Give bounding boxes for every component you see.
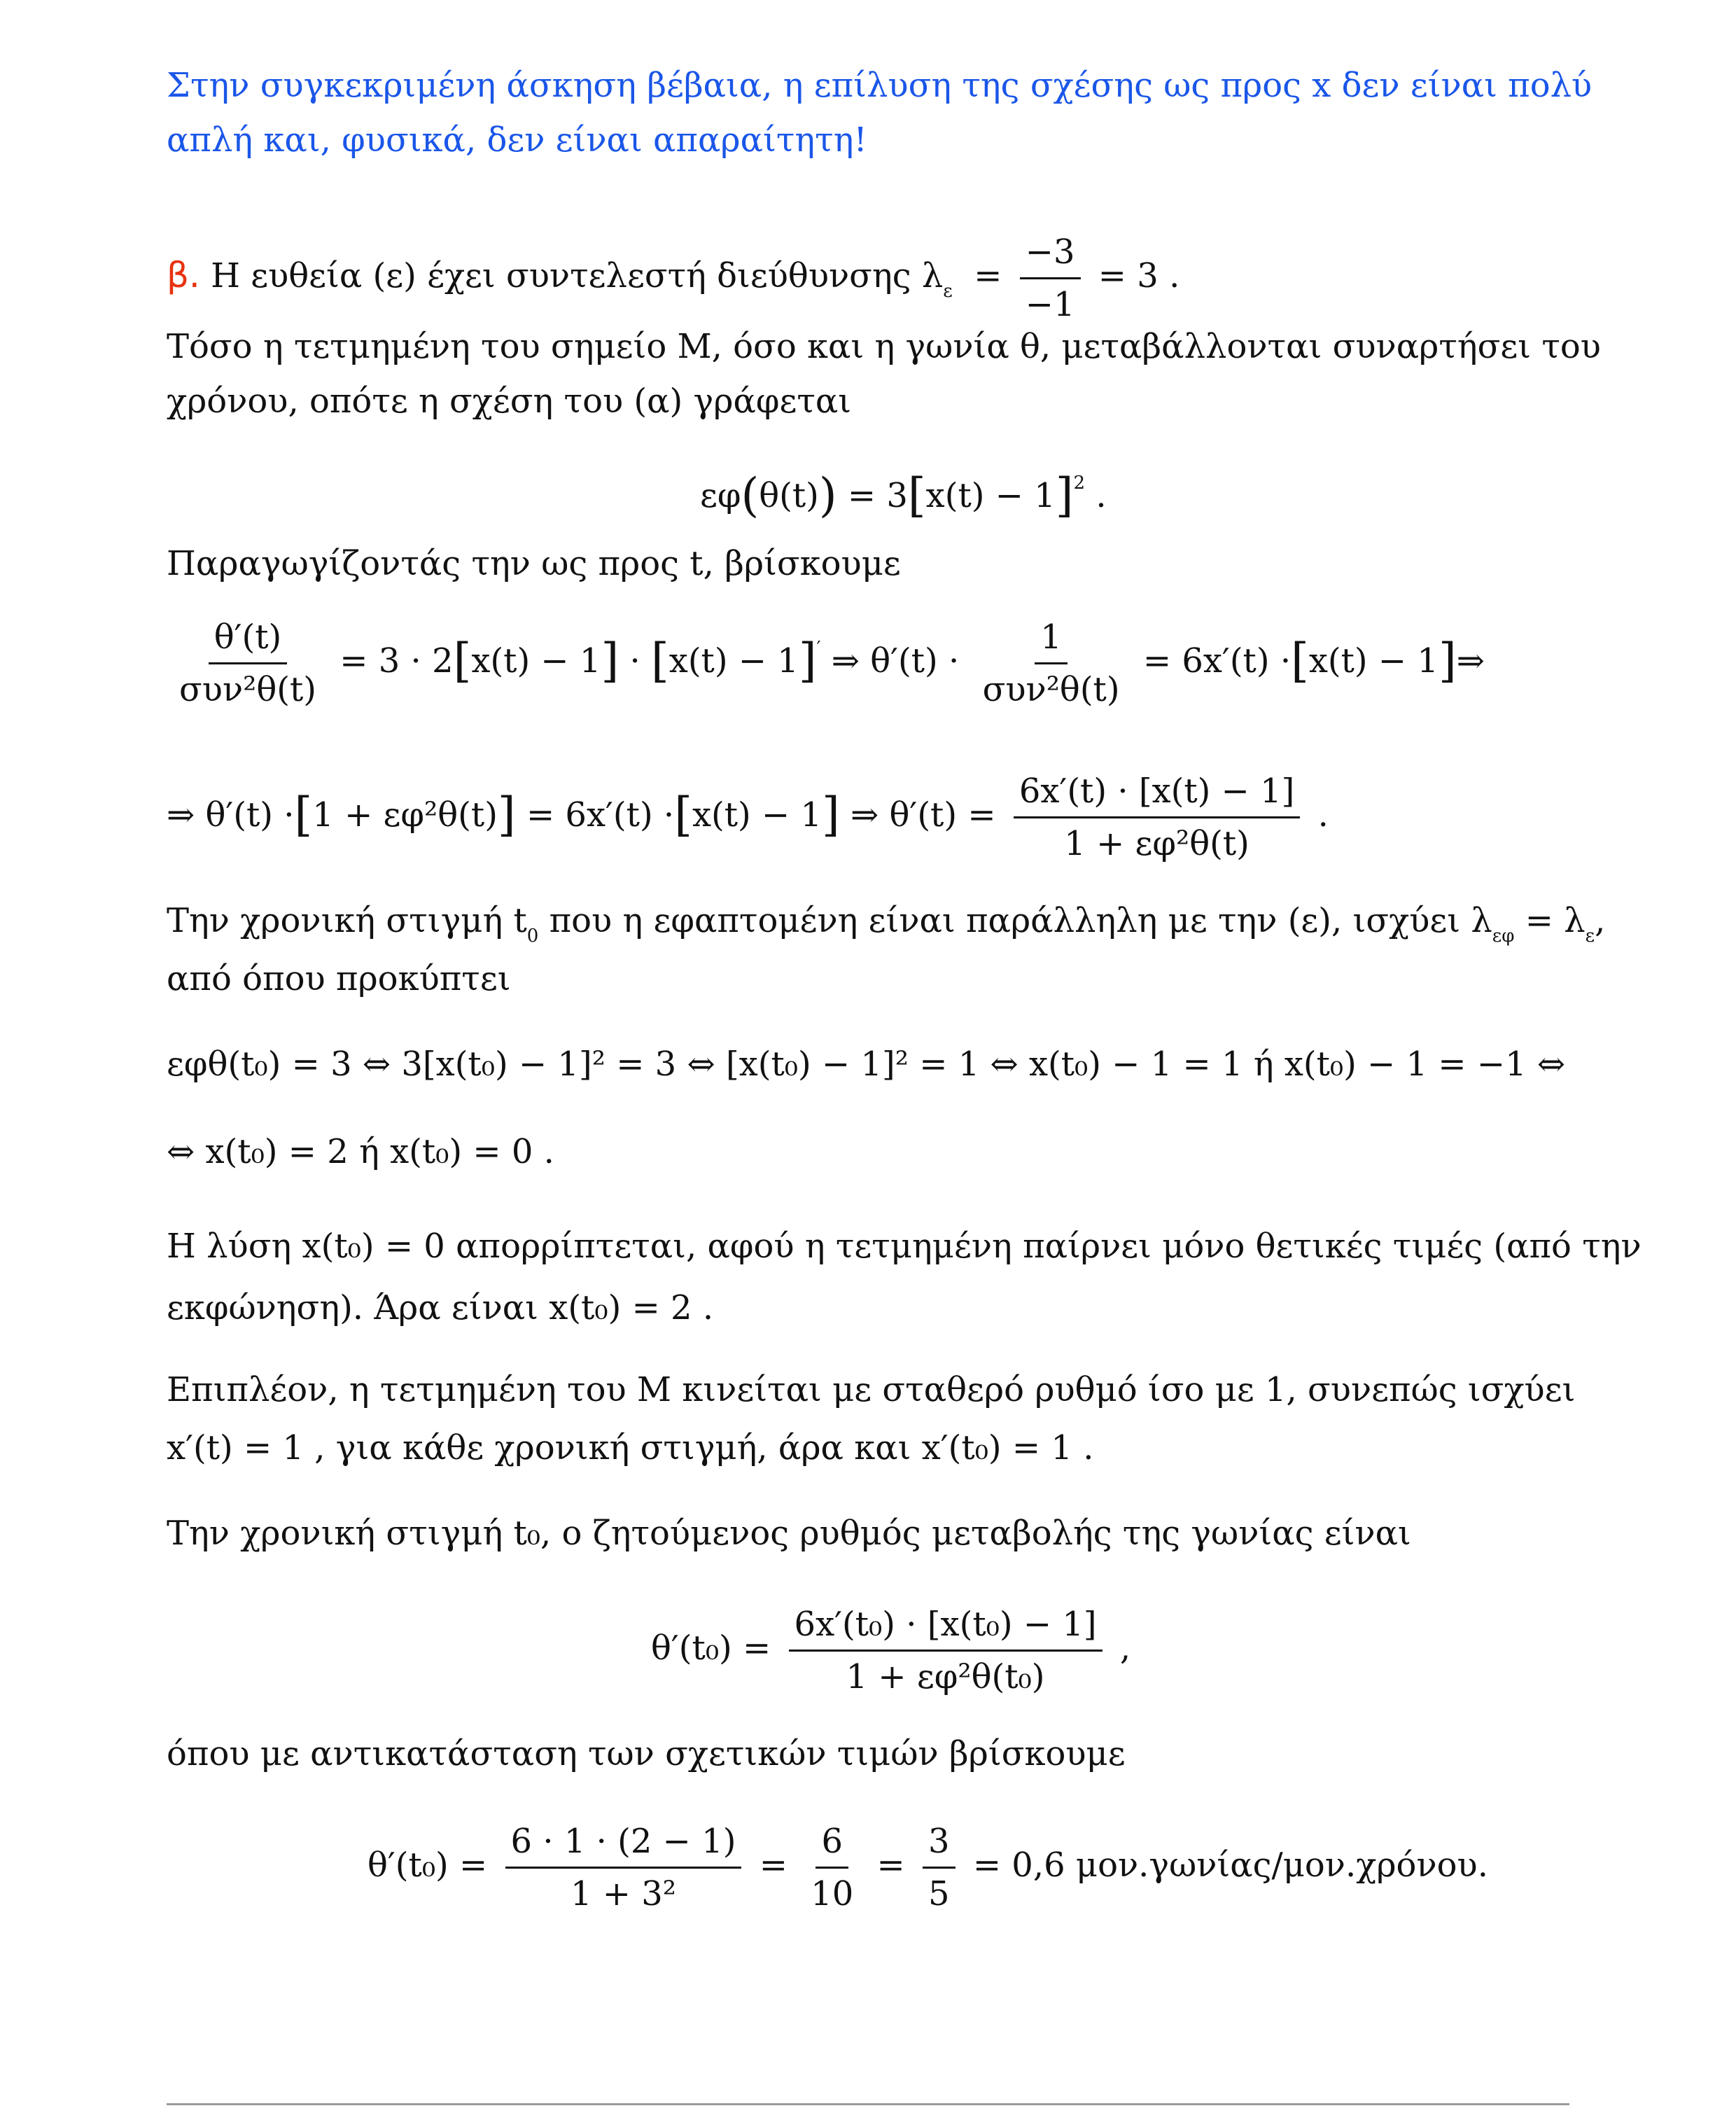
eq3-num: 6x′(t) · [x(t) − 1]	[1014, 770, 1301, 818]
lambda-sub: ε	[943, 281, 953, 302]
para4-line-1	[167, 1225, 1642, 1267]
eq3-den: 1 + εφ²θ(t)	[1064, 824, 1250, 863]
eq2-num-1: θ′(t)	[209, 616, 288, 664]
eq6-den: 1 + εφ²θ(t₀)	[846, 1657, 1045, 1696]
eq2-br-2: x(t) − 1	[668, 641, 799, 681]
eq2-frac-1	[174, 616, 322, 711]
para3-lam-2-sub: ε	[1585, 926, 1595, 947]
equation-1: $\varepsilon\varphi(\theta(t)) = 3[x(t) - 1]^2$ .	[700, 468, 1107, 522]
para7-line: όπου με αντικατάσταση των σχετικών τιμών βρίσκουμε	[167, 1734, 1126, 1773]
eq2-den-1: συν²θ(t)	[179, 670, 317, 709]
eq2-end: ⇒	[1456, 641, 1485, 681]
para5-eq-2: x′(t₀) = 1 .	[921, 1428, 1094, 1467]
intro-line-2: απλή και, φυσικά, δεν είναι απαραίτητη!	[167, 120, 867, 160]
para4-text-b: απορρίπτεται, αφού η τετμημένη παίρνει μόνο θετικές τιμές (από την	[456, 1227, 1642, 1266]
slope-den: −1	[1025, 285, 1075, 324]
equation-3: ⇒ θ′(t) ·[1 + εφ²θ(t)] = 6x′(t) ·[x(t) − 1] ⇒ θ′(t) = $\frac{6x'(t) \cdot [x(t) - 1]}{\text{1 + εφ²θ(t)}}$ .	[167, 772, 1329, 863]
eq7-num-2: 6	[816, 1820, 848, 1869]
eq3-mid-2: ⇒ θ′(t) =	[850, 795, 996, 835]
para6-text-a: Την χρονική στιγμή	[167, 1514, 503, 1553]
eq2-br-3: x(t) − 1	[1308, 641, 1438, 681]
part-b-line: β. Η ευθεία (ε) έχει συντελεστή διεύθυνσης $\lambda_\varepsilon$ = $\frac{-3}{-1}$ = 3 .	[167, 232, 1180, 324]
eq7-num-1: 6 · 1 · (2 − 1)	[505, 1820, 742, 1869]
eq7-frac-1	[505, 1820, 742, 1915]
eq2-frac-2	[977, 616, 1126, 711]
eq2-mid-3: = 6x′(t) ·	[1142, 641, 1292, 681]
eq1-part-a: εφ	[700, 476, 741, 515]
para3-line-2: από όπου προκύπτει	[167, 959, 511, 998]
eq7-den-2: 10	[811, 1874, 854, 1913]
footer-divider	[167, 2103, 1569, 2105]
eq3-br-2: x(t) − 1	[692, 795, 822, 835]
eq3-end: .	[1317, 795, 1329, 835]
eq7-eq-1: =	[759, 1846, 788, 1885]
para5-text: για κάθε χρονική στιγμή, άρα και	[335, 1428, 911, 1467]
eq7-frac-3	[923, 1820, 955, 1915]
para5-line-2	[167, 1427, 1093, 1469]
para4-line-2	[167, 1287, 713, 1329]
eq6-num: 6x′(t₀) · [x(t₀) − 1]	[789, 1603, 1102, 1652]
eq1-sup: 2	[1073, 473, 1086, 494]
eq7-lhs: θ′(t₀) =	[368, 1846, 488, 1885]
eq2-den-2: συν²θ(t)	[982, 670, 1120, 709]
equation-4: εφθ(t₀) = 3 ⇔ 3[x(t₀) − 1]² = 3 ⇔ [x(t₀) − 1]² = 1 ⇔ x(t₀) − 1 = 1 ή x(t₀) − 1 = −1 ⇔	[167, 1045, 1566, 1084]
eq2-num-2: 1	[1035, 616, 1068, 664]
equation-2: $\frac{\theta'(t)}{\text{συν²θ(t)}}$ = 3 · 2[x(t) − 1] · [x(t) − 1]′ ⇒ θ′(t) · $\frac{1}{\text{συν²θ(t)}}$ = 6x′(t) ·[x(t) − 1]⇒	[167, 616, 1485, 711]
part-b-text: Η ευθεία (ε) έχει συντελεστή διεύθυνσης	[211, 256, 911, 295]
para6-line	[167, 1512, 1411, 1554]
eq2-mid-1: = 3 · 2	[340, 641, 454, 681]
eq7-den-3: 5	[928, 1874, 950, 1913]
eq2-br-1: x(t) − 1	[471, 641, 601, 681]
eq1-end: .	[1096, 476, 1107, 515]
slope-result: = 3 .	[1098, 256, 1180, 295]
para1-line-1: Τόσο η τετμημένη του σημείο Μ, όσο και η γωνία θ, μεταβάλλονται συναρτήσει του	[167, 327, 1601, 366]
para1-line-2: χρόνου, οπότε η σχέση του (α) γράφεται	[167, 382, 852, 421]
eq6-lhs: θ′(t₀) =	[651, 1629, 771, 1668]
eq3-mid: = 6x′(t) ·	[526, 795, 675, 835]
para4-eq-1: x(t₀) = 0	[302, 1227, 445, 1266]
eq7-den-1: 1 + 3²	[570, 1874, 676, 1913]
para4-text-a: Η λύση	[167, 1227, 292, 1266]
para5-eq-1: x′(t) = 1 ,	[167, 1428, 326, 1467]
slope-fraction	[1020, 231, 1081, 326]
eq2-prime: ′	[816, 638, 821, 659]
equation-6	[651, 1603, 1130, 1698]
para3-lam-2: λ	[1564, 901, 1586, 940]
para3-t0-sub: 0	[526, 926, 539, 947]
eq1-part-d: x(t) − 1	[925, 476, 1056, 515]
eq7-frac-2	[805, 1820, 859, 1915]
para3-eq: =	[1525, 901, 1553, 940]
eq6-end: ,	[1119, 1629, 1131, 1668]
eq3-frac	[1014, 770, 1301, 865]
para3-line-1	[167, 900, 1605, 957]
equation-7	[368, 1820, 1488, 1915]
para3-lam-1-sub: εφ	[1492, 926, 1515, 947]
para3-comma: ,	[1595, 901, 1606, 940]
para6-text-b: , ο ζητούμενος ρυθμός μεταβολής της γωνίας είναι	[540, 1514, 1411, 1553]
para4-eq-2: x(t₀) = 2 .	[549, 1288, 714, 1327]
eq3-br-1: 1 + εφ²θ(t)	[312, 795, 498, 835]
eq1-part-b: θ(t)	[759, 476, 819, 515]
para3-t0: t	[513, 901, 527, 940]
para6-t0: t₀	[513, 1514, 541, 1553]
para4-text-c: εκφώνηση). Άρα είναι	[167, 1288, 538, 1327]
para2-line: Παραγωγίζοντάς την ως προς t, βρίσκουμε	[167, 544, 901, 583]
para3-lam-1: λ	[1471, 901, 1492, 940]
eq3-start: ⇒ θ′(t) ·	[167, 795, 295, 835]
eq6-frac	[789, 1603, 1102, 1698]
para3-text-b: που η εφαπτομένη είναι παράλληλη με την (ε), ισχύει	[549, 901, 1461, 940]
eq7-rhs: = 0,6 μον.γωνίας/μον.χρόνου.	[972, 1846, 1488, 1885]
lambda-symbol: λ	[921, 256, 944, 295]
intro-line-1: Στην συγκεκριμένη άσκηση βέβαια, η επίλυση της σχέσης ως προς x δεν είναι πολύ	[167, 66, 1592, 105]
eq7-eq-2: =	[876, 1846, 905, 1885]
para5-line-1: Επιπλέον, η τετμημένη του Μ κινείται με σταθερό ρυθμό ίσο με 1, συνεπώς ισχύει	[167, 1370, 1576, 1409]
eq2-dot: ·	[629, 641, 640, 681]
eq7-num-3: 3	[923, 1820, 955, 1869]
equation-5: ⇔ x(t₀) = 2 ή x(t₀) = 0 .	[167, 1132, 554, 1171]
part-b-label: β.	[167, 255, 200, 295]
para3-text-a: Την χρονική στιγμή	[167, 901, 503, 940]
eq2-mid-2: ⇒ θ′(t) ·	[831, 641, 960, 681]
slope-num: −3	[1020, 231, 1081, 279]
eq1-part-c: = 3	[847, 476, 908, 515]
